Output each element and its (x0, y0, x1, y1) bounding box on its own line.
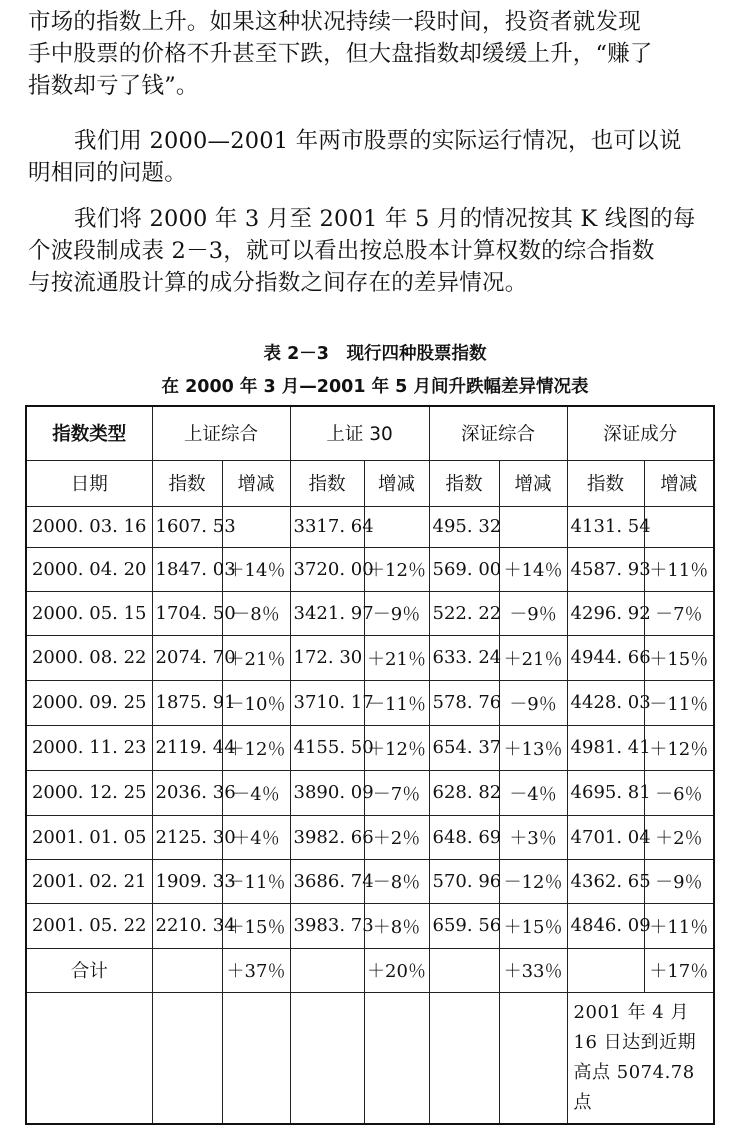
table-row (26, 859, 714, 903)
empty-cell (26, 992, 152, 1124)
paragraph-line: 市场的指数上升。如果这种状况持续一段时间，投资者就发现 (28, 9, 641, 35)
index-value-cell: 1847. 03 (152, 547, 222, 591)
index-value-cell: 3686. 74 (290, 859, 364, 903)
change-cell: ＋14％ (222, 547, 290, 591)
change-cell: ＋21％ (364, 635, 429, 680)
table-row (26, 547, 714, 591)
empty-cell (222, 992, 290, 1124)
paragraph-line: 明相同的问题。 (28, 160, 187, 186)
paragraph-line: 我们将 2000 年 3 月至 2001 年 5 月的情况按其 K 线图的每 (74, 206, 696, 232)
header-change: 增减 (222, 460, 290, 506)
index-value-cell: 4846. 09 (567, 903, 644, 948)
paragraph-line: 我们用 2000—2001 年两市股票的实际运行情况，也可以说 (74, 128, 682, 154)
empty-cell (152, 992, 222, 1124)
table-header-row (26, 406, 714, 460)
header-value: 指数 (429, 460, 499, 506)
index-value-cell: 2074. 70 (152, 635, 222, 680)
date-cell: 2000. 04. 20 (26, 547, 152, 591)
change-cell: －8％ (222, 591, 290, 635)
change-cell: ＋33％ (499, 948, 567, 992)
change-cell: ＋20％ (364, 948, 429, 992)
index-value-cell: 4428. 03 (567, 680, 644, 725)
index-value-cell: 1875. 91 (152, 680, 222, 725)
change-cell: －12％ (499, 859, 567, 903)
paragraph-line: 手中股票的价格不升甚至下跌，但大盘指数却缓缓上升，“赚了 (28, 41, 653, 67)
empty-cell (364, 992, 429, 1124)
index-value-cell: 2119. 44 (152, 725, 222, 770)
change-cell: ＋21％ (222, 635, 290, 680)
table-row (26, 635, 714, 680)
index-value-cell: 578. 76 (429, 680, 499, 725)
change-cell: －9％ (364, 591, 429, 635)
change-cell: －11％ (644, 680, 714, 725)
change-cell: ＋2％ (644, 815, 714, 859)
date-cell: 2000. 11. 23 (26, 725, 152, 770)
paragraph-1 (28, 6, 720, 102)
index-value-cell: 4695. 81 (567, 770, 644, 815)
index-value-cell (567, 948, 644, 992)
index-value-cell: 3421. 97 (290, 591, 364, 635)
empty-cell (429, 992, 499, 1124)
index-value-cell: 4944. 66 (567, 635, 644, 680)
table-row (26, 506, 714, 547)
header-change: 增减 (499, 460, 567, 506)
index-value-cell: 2036. 36 (152, 770, 222, 815)
header-index-type: 指数类型 (26, 406, 152, 460)
index-value-cell: 1909. 33 (152, 859, 222, 903)
date-cell: 2001. 01. 05 (26, 815, 152, 859)
date-cell: 2001. 02. 21 (26, 859, 152, 903)
change-cell: ＋4％ (222, 815, 290, 859)
table-note-row (26, 992, 714, 1124)
index-value-cell: 4362. 65 (567, 859, 644, 903)
index-value-cell: 4981. 41 (567, 725, 644, 770)
table-subheader-row (26, 460, 714, 506)
change-cell (644, 506, 714, 547)
index-value-cell: 3710. 17 (290, 680, 364, 725)
header-date: 日期 (26, 460, 152, 506)
change-cell (499, 506, 567, 547)
change-cell: －4％ (499, 770, 567, 815)
index-change-table (25, 405, 715, 1125)
index-value-cell: 659. 56 (429, 903, 499, 948)
paragraph-line: 指数却亏了钱”。 (28, 73, 199, 99)
index-value-cell: 4701. 04 (567, 815, 644, 859)
paragraph-line: 个波段制成表 2－3，就可以看出按总股本计算权数的综合指数 (28, 238, 655, 264)
change-cell: ＋15％ (222, 903, 290, 948)
index-value-cell (290, 948, 364, 992)
index-value-cell: 2210. 34 (152, 903, 222, 948)
header-sh-30: 上证 30 (290, 406, 429, 460)
total-label: 合计 (26, 948, 152, 992)
table-row (26, 770, 714, 815)
index-value-cell (429, 948, 499, 992)
change-cell: －6％ (644, 770, 714, 815)
change-cell: ＋3％ (499, 815, 567, 859)
date-cell: 2000. 12. 25 (26, 770, 152, 815)
paragraph-line: 与按流通股计算的成分指数之间存在的差异情况。 (28, 270, 528, 296)
change-cell: －9％ (499, 680, 567, 725)
table-row (26, 903, 714, 948)
change-cell: ＋12％ (222, 725, 290, 770)
header-sh-composite: 上证综合 (152, 406, 290, 460)
table-row (26, 725, 714, 770)
change-cell: －9％ (499, 591, 567, 635)
change-cell: ＋15％ (499, 903, 567, 948)
change-cell: －7％ (364, 770, 429, 815)
index-value-cell: 654. 37 (429, 725, 499, 770)
paragraph-3 (28, 203, 720, 299)
change-cell: ＋15％ (644, 635, 714, 680)
index-value-cell: 569. 00 (429, 547, 499, 591)
change-cell: ＋11％ (644, 903, 714, 948)
index-value-cell: 570. 96 (429, 859, 499, 903)
index-value-cell: 495. 32 (429, 506, 499, 547)
table-subtitle: 在 2000 年 3 月—2001 年 5 月间升跌幅差异情况表 (161, 377, 589, 397)
peak-note: 2001 年 4 月 16 日达到近期高点 5074.78 点 (567, 992, 714, 1124)
table-total-row (26, 948, 714, 992)
change-cell: ＋37％ (222, 948, 290, 992)
index-value-cell: 2125. 30 (152, 815, 222, 859)
header-value: 指数 (567, 460, 644, 506)
date-cell: 2000. 05. 15 (26, 591, 152, 635)
change-cell: ＋14％ (499, 547, 567, 591)
index-value-cell: 3982. 66 (290, 815, 364, 859)
table-row (26, 680, 714, 725)
change-cell: ＋12％ (644, 725, 714, 770)
change-cell: ＋2％ (364, 815, 429, 859)
change-cell: －9％ (644, 859, 714, 903)
paragraph-2 (28, 125, 720, 189)
table-row (26, 591, 714, 635)
change-cell (364, 506, 429, 547)
change-cell: ＋11％ (644, 547, 714, 591)
change-cell: －10％ (222, 680, 290, 725)
index-value-cell: 648. 69 (429, 815, 499, 859)
header-sz-component: 深证成分 (567, 406, 714, 460)
index-value-cell: 628. 82 (429, 770, 499, 815)
change-cell: －11％ (222, 859, 290, 903)
index-value-cell: 633. 24 (429, 635, 499, 680)
index-value-cell: 4155. 50 (290, 725, 364, 770)
index-value-cell: 522. 22 (429, 591, 499, 635)
index-value-cell: 3317. 64 (290, 506, 364, 547)
change-cell: ＋21％ (499, 635, 567, 680)
change-cell: ＋12％ (364, 725, 429, 770)
empty-cell (290, 992, 364, 1124)
index-value-cell: 4296. 92 (567, 591, 644, 635)
index-value-cell: 3983. 73 (290, 903, 364, 948)
index-value-cell: 3720. 00 (290, 547, 364, 591)
date-cell: 2000. 08. 22 (26, 635, 152, 680)
date-cell: 2001. 05. 22 (26, 903, 152, 948)
header-change: 增减 (364, 460, 429, 506)
change-cell: ＋17％ (644, 948, 714, 992)
index-value-cell (152, 948, 222, 992)
index-value-cell: 3890. 09 (290, 770, 364, 815)
index-value-cell: 1704. 50 (152, 591, 222, 635)
index-value-cell: 4587. 93 (567, 547, 644, 591)
change-cell: ＋12％ (364, 547, 429, 591)
header-sz-composite: 深证综合 (429, 406, 567, 460)
change-cell: ＋13％ (499, 725, 567, 770)
index-value-cell: 4131. 54 (567, 506, 644, 547)
change-cell: －7％ (644, 591, 714, 635)
change-cell: －4％ (222, 770, 290, 815)
table-title: 表 2－3 现行四种股票指数 (263, 344, 487, 364)
date-cell: 2000. 09. 25 (26, 680, 152, 725)
change-cell: －11％ (364, 680, 429, 725)
change-cell: ＋8％ (364, 903, 429, 948)
index-value-cell: 172. 30 (290, 635, 364, 680)
index-value-cell: 1607. 53 (152, 506, 222, 547)
change-cell: －8％ (364, 859, 429, 903)
header-value: 指数 (290, 460, 364, 506)
date-cell: 2000. 03. 16 (26, 506, 152, 547)
header-change: 增减 (644, 460, 714, 506)
header-value: 指数 (152, 460, 222, 506)
table-row (26, 815, 714, 859)
empty-cell (499, 992, 567, 1124)
